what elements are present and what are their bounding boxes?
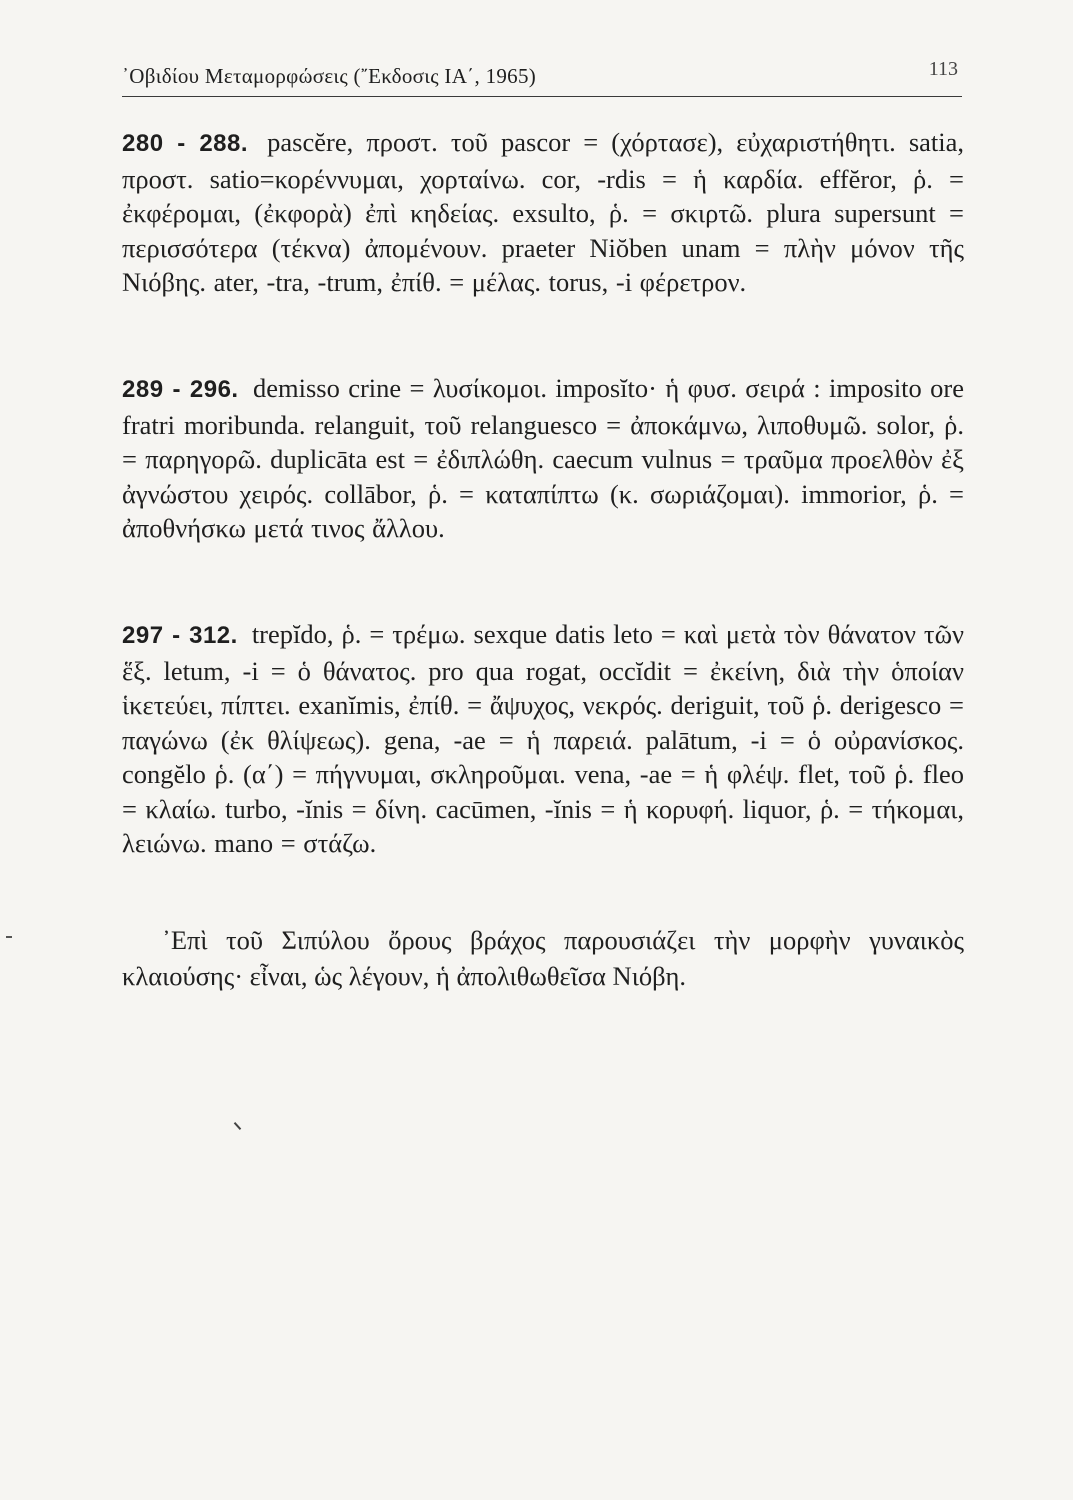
- page-number: 113: [928, 58, 958, 80]
- entry-297-312: [122, 617, 964, 861]
- entry-280-288: [122, 125, 964, 300]
- closing-note: ᾿Επὶ τοῦ Σιπύλου ὄρους βράχος παρουσιάζει τὴν μορφὴν γυναικὸς κλαιούσης· εἶναι, ὡς λέγουν, ἡ ἀπολιθωθεῖσα Νιόβη.: [122, 925, 964, 991]
- running-header: [122, 58, 962, 97]
- entry-number: 280 - 288.: [122, 130, 249, 157]
- entry-text: demisso crine = λυσίκομοι. imposĭto· ἡ φυσ. σειρά : imposito ore fratri moribunda. relanguit, τοῦ relanguesco = ἀποκάμνω, λιποθυμῶ. solor, ῥ. = παρηγορῶ. duplicāta est = ἐδιπλώθη. caecum vulnus = τραῦμα προελθὸν ἐξ ἀγνώστου χειρός. collābor, ῥ. = καταπίπτω (κ. σωριάζομαι). immorior, ῥ. = ἀποθνήσκω μετά τινος ἄλλου.: [122, 373, 964, 543]
- entry-289-296: [122, 371, 964, 546]
- entry-number: 297 - 312.: [122, 622, 238, 649]
- entry-number: 289 - 296.: [122, 376, 239, 403]
- entry-text: pascĕre, προστ. τοῦ pascor = (χόρτασε), εὐχαριστήθητι. satia, προστ. satio=κορέννυμαι, χορταίνω. cor, -rdis = ἡ καρδία. effĕror, ῥ. = ἐκφέρομαι, (ἐκφορὰ) ἐπὶ κηδείας. exsulto, ῥ. = σκιρτῶ. plura supersunt = περισσότερα (τέκνα) ἀπομένουν. praeter Niŏben unam = πλὴν μόνον τῆς Νιόβης. ater, -tra, -trum, ἐπίθ. = μέλας. torus, -i φέρετρον.: [122, 127, 965, 297]
- stray-mark: [234, 1122, 242, 1130]
- header-title: ᾿Οβιδίου Μεταμορφώσεις (῎Εκδοσις ΙΑ΄, 1965): [122, 64, 537, 88]
- entry-text: trepĭdo, ῥ. = τρέμω. sexque datis leto = καὶ μετὰ τὸν θάνατον τῶν ἕξ. letum, -i = ὁ θάνατος. pro qua rogat, occĭdit = ἐκείνη, διὰ τὴν ὁποίαν ἱκετεύει, πίπτει. exanĭmis, ἐπίθ. = ἄψυχος, νεκρός. deriguit, τοῦ ῥ. derigesco = παγώνω (ἐκ θλίψεως). gena, -ae = ἡ παρειά. palātum, -i = ὁ οὐρανίσκος. congĕlo ῥ. (α΄) = πήγνυμαι, σκληροῦμαι. vena, -ae = ἡ φλέψ. flet, τοῦ ῥ. fleo = κλαίω. turbo, -ĭnis = δίνη. cacūmen, -ĭnis = ἡ κορυφή. liquor, ῥ. = τήκομαι, λειώνω. mano = στάζω.: [122, 619, 965, 858]
- margin-mark: [6, 936, 12, 938]
